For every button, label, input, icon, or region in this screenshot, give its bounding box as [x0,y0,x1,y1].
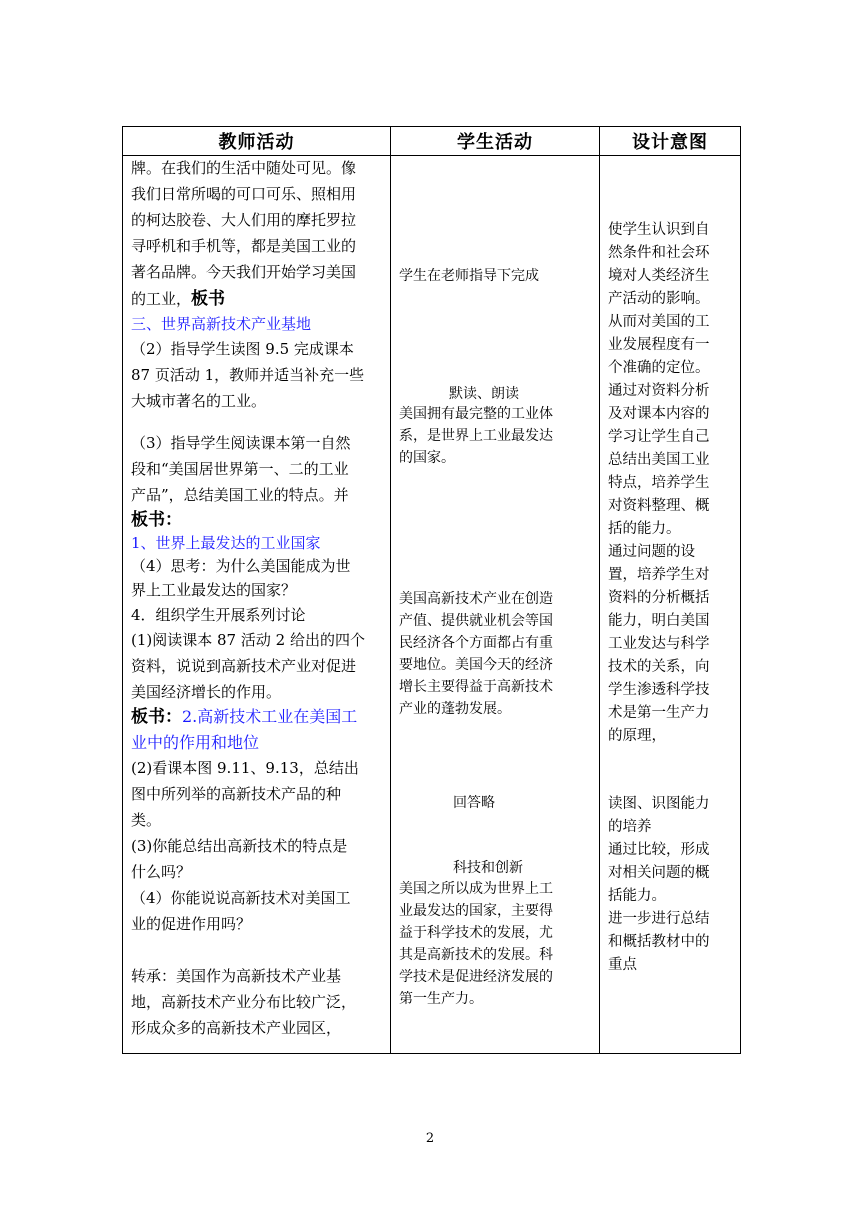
teacher-line: 形成众多的高新技术产业园区， [131,1019,342,1037]
design-line: 技术的关系，向 [608,659,710,675]
teacher-line-group [131,289,225,309]
teacher-line: 著名品牌。今天我们开始学习美国 [131,263,357,281]
design-line: 然条件和社会环 [608,245,710,261]
design-line: 及对课本内容的 [608,406,710,422]
student-line: 回答略 [453,795,495,811]
teacher-line: 牌。在我们的生活中随处可见。像 [131,159,357,177]
board-point-2-cont: 业中的作用和地位 [131,733,260,752]
teacher-line: 我们日常所喝的可口可乐、照相用 [131,185,357,203]
design-line: 和概括教材中的 [608,934,710,950]
teacher-line: 美国经济增长的作用。 [131,683,282,701]
teacher-line: （3）指导学生阅读课本第一自然 [131,434,351,452]
design-line: 读图、识图能力 [608,796,710,812]
design-line: 通过对资料分析 [608,383,710,399]
header-teacher-activity: 教师活动 [123,127,391,156]
teacher-line: （4）你能说说高新技术对美国工 [131,889,351,907]
student-line: 增长主要得益于高新技术 [399,679,553,695]
design-line: 境对人类经济生 [608,268,710,284]
student-line: 系，是世界上工业最发达 [399,428,553,444]
student-line: 的国家。 [399,450,455,466]
design-line: 对相关问题的概 [608,865,710,881]
teacher-line: 的柯达胶卷、大人们用的摩托罗拉 [131,211,357,229]
design-line: 括的能力。 [608,521,681,537]
table-row [123,156,741,1054]
teacher-line: 图中所列举的高新技术产品的种 [131,785,342,803]
design-line: 进一步进行总结 [608,911,710,927]
student-line: 美国拥有最完整的工业体 [399,406,553,422]
teacher-line: (3)你能总结出高新技术的特点是 [131,837,348,855]
student-line: 业最发达的国家，主要得 [399,903,553,919]
teacher-line: 大城市著名的工业。 [131,392,267,410]
teacher-line: 段和“美国居世界第一、二的工业 [131,460,349,478]
design-line: 能力，明白美国 [608,613,710,629]
table-header-row [123,127,741,156]
design-intent-cell [600,156,741,1054]
design-line: 重点 [608,957,637,973]
teacher-line: （4）思考：为什么美国能成为世 [131,557,351,575]
design-line: 个准确的定位。 [608,360,710,376]
teacher-line: (1)阅读课本 87 活动 2 给出的四个 [131,631,365,649]
board-note-label: 板书： [131,510,182,530]
teacher-line: 界上工业最发达的国家？ [131,581,297,599]
student-line: 美国之所以成为世界上工 [399,881,553,897]
board-point-2: 2.高新技术工业在美国工 [182,707,358,726]
student-line: 默读、朗读 [449,386,519,402]
lesson-plan-table [122,126,741,1054]
design-line: 术是第一生产力 [608,705,710,721]
student-activity-cell [391,156,600,1054]
student-line: 产业的蓬勃发展。 [399,701,511,717]
teacher-line: 转承：美国作为高新技术产业基 [131,967,342,985]
design-line: 特点，培养学生 [608,475,710,491]
design-line: 学生渗透科学技 [608,682,710,698]
student-line: 民经济各个方面都占有重 [399,635,553,651]
design-line: 产活动的影响。 [608,291,710,307]
student-line: 益于科学技术的发展，尤 [399,925,553,941]
teacher-line: 资料，说说到高新技术产业对促进 [131,657,357,675]
teacher-line: 的工业， [131,290,192,308]
design-line: 业发展程度有一 [608,337,710,353]
teacher-line: 87 页活动 1，教师并适当补充一些 [131,366,365,384]
student-line: 第一生产力。 [399,991,483,1007]
teacher-line: 产品”，总结美国工业的特点。并 [131,486,349,504]
board-heading-3: 三、世界高新技术产业基地 [131,315,312,333]
board-note-label: 板书 [191,289,226,309]
design-line: 的培养 [608,819,652,835]
design-line: 通过问题的设 [608,544,695,560]
design-line: 对资料整理、概 [608,498,710,514]
teacher-line: 什么吗？ [131,863,192,881]
student-line: 学生在老师指导下完成 [399,268,539,284]
design-line: 资料的分析概括 [608,590,710,606]
page-number: 2 [425,1131,435,1146]
design-line: 工业发达与科学 [608,636,710,652]
teacher-line: (2)看课本图 9.11、9.13，总结出 [131,759,359,777]
student-line: 科技和创新 [453,860,523,876]
design-line: 的原理， [608,728,666,744]
teacher-line: 业的促进作用吗？ [131,915,252,933]
student-line: 美国高新技术产业在创造 [399,591,553,607]
board-point-1: 1、世界上最发达的工业国家 [131,534,321,552]
header-student-activity: 学生活动 [391,127,600,156]
student-line: 其是高新技术的发展。科 [399,947,553,963]
design-line: 学习让学生自己 [608,429,710,445]
teacher-activity-cell [123,156,391,1054]
teacher-line: 4．组织学生开展系列讨论 [131,606,306,624]
board-note-label: 板书： [131,707,182,727]
design-line: 从而对美国的工 [608,314,710,330]
student-line: 要地位。美国今天的经济 [399,657,553,673]
design-line: 括能力。 [608,888,666,904]
teacher-line-group [131,707,357,727]
design-line: 置，培养学生对 [608,567,710,583]
header-design-intent: 设计意图 [600,127,741,156]
design-line: 通过比较，形成 [608,842,710,858]
teacher-line: 寻呼机和手机等，都是美国工业的 [131,237,357,255]
teacher-line: 类。 [131,811,162,829]
design-line: 总结出美国工业 [608,452,710,468]
teacher-line: （2）指导学生读图 9.5 完成课本 [131,340,354,358]
teacher-line: 地，高新技术产业分布比较广泛， [131,993,357,1011]
student-line: 学技术是促进经济发展的 [399,969,553,985]
design-line: 使学生认识到自 [608,222,710,238]
student-line: 产值、提供就业机会等国 [399,613,553,629]
